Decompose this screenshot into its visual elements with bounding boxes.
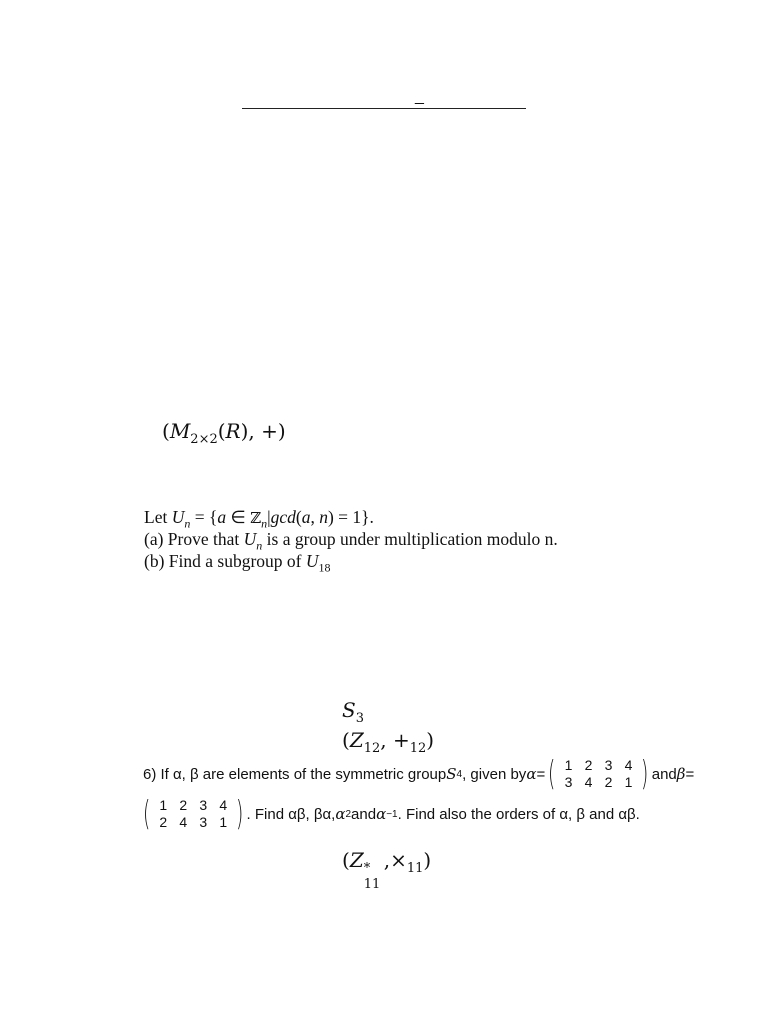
- header-mark: _: [415, 88, 424, 105]
- problem-un-line-2: (a) Prove that $U_n$ is a group under multiplication modulo n.: [144, 529, 558, 553]
- s3-notation: $S_3$: [342, 698, 364, 726]
- problem6-line-2: ( 1 2 3 4 2 4 3 1 ) . Find αβ, βα, α 2 and α −1 . Find also the orders of α, β and αβ.: [140, 797, 640, 831]
- alpha-permutation-matrix: ( 1 2 3 4 3 4 2 1 ): [548, 754, 649, 794]
- problem-un-line-1: Let $U_n = \{a$ ∈ ℤ$_n$|gcd(a, n) = 1}.: [144, 507, 374, 531]
- z11-notation: (Z * 11 $,\times_{11}$): [342, 848, 432, 892]
- beta-permutation-matrix: ( 1 2 3 4 2 4 3 1 ): [142, 794, 244, 834]
- problem-un-line-3: (b) Find a subgroup of $U_{18}$: [144, 551, 331, 575]
- header-rule: [242, 108, 526, 109]
- matrix-group-notation: ($M_{2\times 2}(R)$, +): [162, 419, 286, 447]
- z12-notation: ($Z_{12}$, $+_{12}$): [342, 728, 435, 756]
- problem6-line-1: 6) If α, β are elements of the symmetric group S 4 , given by α = ( 1 2 3 4 3 4 2 1 ) and β =: [143, 754, 695, 794]
